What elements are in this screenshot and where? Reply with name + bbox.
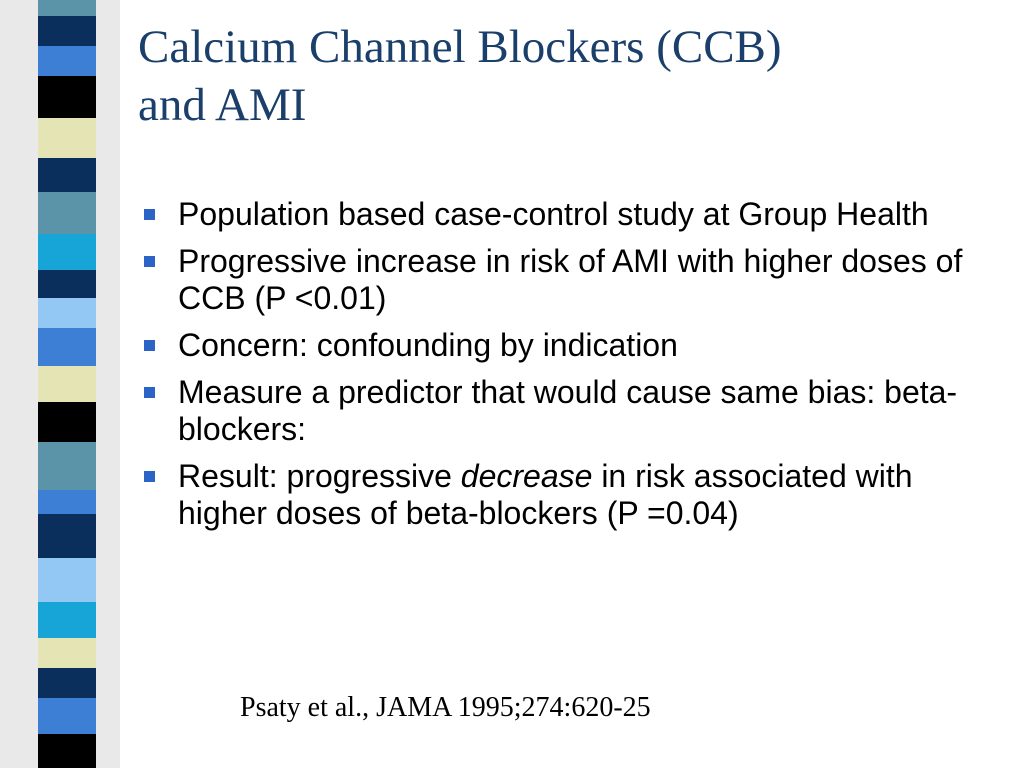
title-line-1: Calcium Channel Blockers (CCB) (138, 21, 782, 73)
bullet-text: Measure a predictor that would cause same bias: beta-blockers: (178, 374, 958, 447)
stripe-band (38, 16, 96, 47)
stripe-band (38, 442, 96, 491)
stripe-band (38, 328, 96, 367)
title-line-2: and AMI (138, 79, 307, 131)
stripe-band (38, 668, 96, 699)
stripe-band (38, 298, 96, 329)
stripe-band (38, 270, 96, 299)
slide-title (138, 18, 998, 134)
bullet-text-post: in risk associated with higher doses of beta-blockers (P =0.04) (178, 458, 913, 531)
bullet-list (142, 196, 1002, 542)
bullet-item (142, 327, 1002, 364)
square-bullet-icon (144, 387, 155, 398)
bullet-text-pre: Result: progressive (178, 458, 461, 494)
bullet-text: Progressive increase in risk of AMI with higher doses of CCB (P <0.01) (178, 243, 963, 316)
stripe-band (38, 602, 96, 639)
square-bullet-icon (144, 340, 155, 351)
bullet-text: Concern: confounding by indication (178, 327, 678, 363)
bullet-item (142, 458, 1002, 532)
bullet-item (142, 196, 1002, 233)
stripe-band (38, 638, 96, 669)
square-bullet-icon (144, 471, 155, 482)
stripe-band (38, 158, 96, 193)
stripe-band (38, 558, 96, 603)
stripe-band (38, 402, 96, 443)
stripe-band (38, 118, 96, 159)
stripe-band (38, 46, 96, 77)
stripe-band (38, 490, 96, 515)
square-bullet-icon (144, 256, 155, 267)
stripe-band (38, 234, 96, 271)
stripe-band (38, 76, 96, 119)
stripe-band (38, 192, 96, 235)
bullet-text: Population based case-control study at Group Health (178, 196, 929, 232)
stripe-band (38, 514, 96, 559)
stripe-band (38, 698, 96, 735)
decorative-stripe-bar (0, 0, 120, 768)
bullet-text-emphasis: decrease (460, 458, 593, 494)
square-bullet-icon (144, 209, 155, 220)
citation: Psaty et al., JAMA 1995;274:620-25 (240, 692, 651, 723)
bullet-item (142, 243, 1002, 317)
stripe-band (38, 0, 96, 17)
stripe-band (38, 734, 96, 768)
bullet-item (142, 374, 1002, 448)
stripe-band (38, 366, 96, 403)
